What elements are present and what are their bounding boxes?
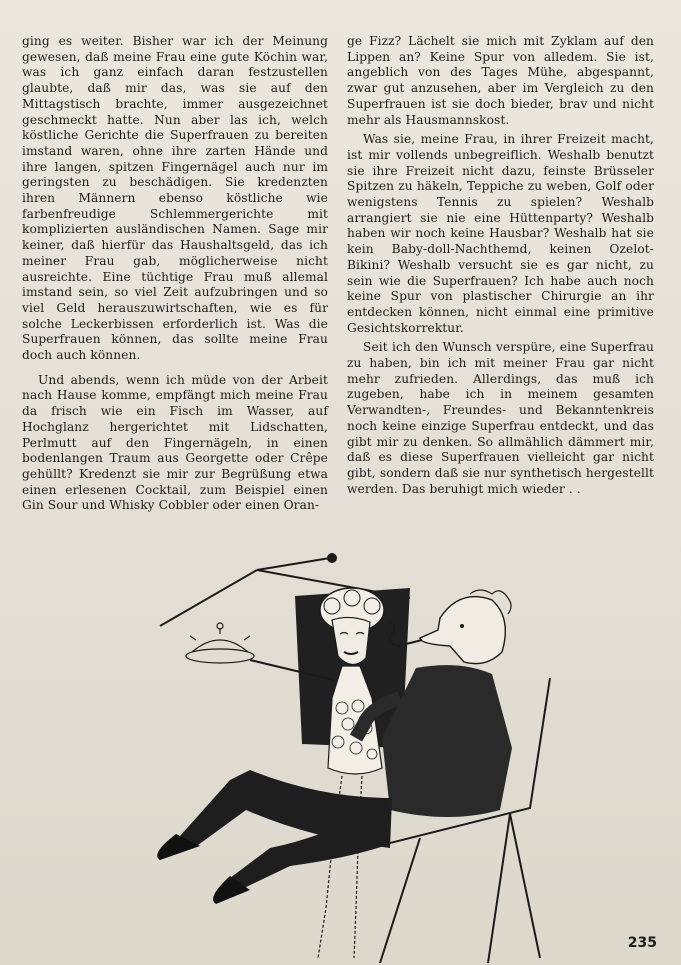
page-number: 235	[627, 935, 657, 951]
serving-tray	[186, 623, 254, 663]
paragraph: Und abends, wenn ich müde von der Arbeit nach Hause komme, empfängt mich meine Frau da frisch wie ein Fisch im Wasser, auf Hochglanz hergerichtet mit Lidschatten, Perlmutt auf den Fingernägeln, in einen bodenlangen Traum aus Georgette oder Crêpe gehüllt? Kredenzt sie mir zur Begrüßung etwa einen erlesenen Cocktail, zum Beispiel einen Gin Sour und Whisky Cobbler oder einen Oran-	[22, 372, 328, 513]
text-column-right	[347, 34, 654, 497]
paragraph: ging es weiter. Bisher war ich der Meinung gewesen, daß meine Frau eine gute Köchin war, was ich ganz einfach daran festzustellen glaubte, daß mir das, was sie auf den Mittagstisch brachte, immer ausgezeichnet geschmeckt hatte. Nun aber las ich, welch köstliche Gerichte die Superfrauen zu bereiten imstand waren, ohne ihre zarten Hände und ihre langen, spitzen Fingernägel auch nur im geringsten zu beschädigen. Sie kredenzten ihren Männern ebenso köstliche wie farbenfreudige Schlemmergerichte mit komplizierten ausländischen Namen. Sage mir keiner, daß hierfür das Haushaltsgeld, das ich meiner Frau gab, möglicherweise nicht ausreichte. Eine tüchtige Frau muß allemal imstand sein, so viel Zeit aufzubringen und so viel Geld herauszuwirtschaften, wie es für solche Leckerbissen erforderlich ist. Was die Superfrauen können, das sollte meine Frau doch auch können.	[22, 34, 328, 363]
illustration	[120, 548, 570, 965]
paragraph: Seit ich den Wunsch verspüre, eine Superfrau zu haben, bin ich mit meiner Frau gar nicht mehr zufrieden. Allerdings, das muß ich zugeben, habe ich in meinem gesamten Verwandten-, Freundes- und Bekanntenkreis noch keine einzige Superfrau entdeckt, und das gibt mir zu denken. So allmählich dämmert mir, daß es diese Superfrauen vielleicht gar nicht gibt, sondern daß sie nur synthetisch hergestellt werden. Das beruhigt mich wieder . .	[347, 340, 654, 496]
text-column-left	[22, 34, 328, 514]
paragraph: ge Fizz? Lächelt sie mich mit Zyklam auf den Lippen an? Keine Spur von alledem. Sie ist, angeblich von des Tages Mühe, abgespannt, zwar gut anzusehen, aber im Vergleich zu den Superfrauen ist sie doch bieder, brav und nicht mehr als Hausmannskost.	[347, 34, 654, 127]
paragraph: Was sie, meine Frau, in ihrer Freizeit macht, ist mir vollends unbegreiflich. Weshalb benutzt sie ihre Freizeit nicht dazu, feinste Brüsseler Spitzen zu häkeln, Teppiche zu weben, Golf oder wenigstens Tennis zu spielen? Weshalb arrangiert sie nie eine Hüttenparty? Weshalb haben wir noch keine Hausbar? Weshalb hat sie kein Baby-doll-Nachthemd, keinen Ozelot-Bikini? Weshalb versucht sie es gar nicht, zu sein wie die Superfrauen? Ich habe auch noch keine Spur von plastischer Chirurgie an ihr entdecken können, nicht einmal eine primitive Gesichtskorrektur.	[347, 132, 654, 335]
